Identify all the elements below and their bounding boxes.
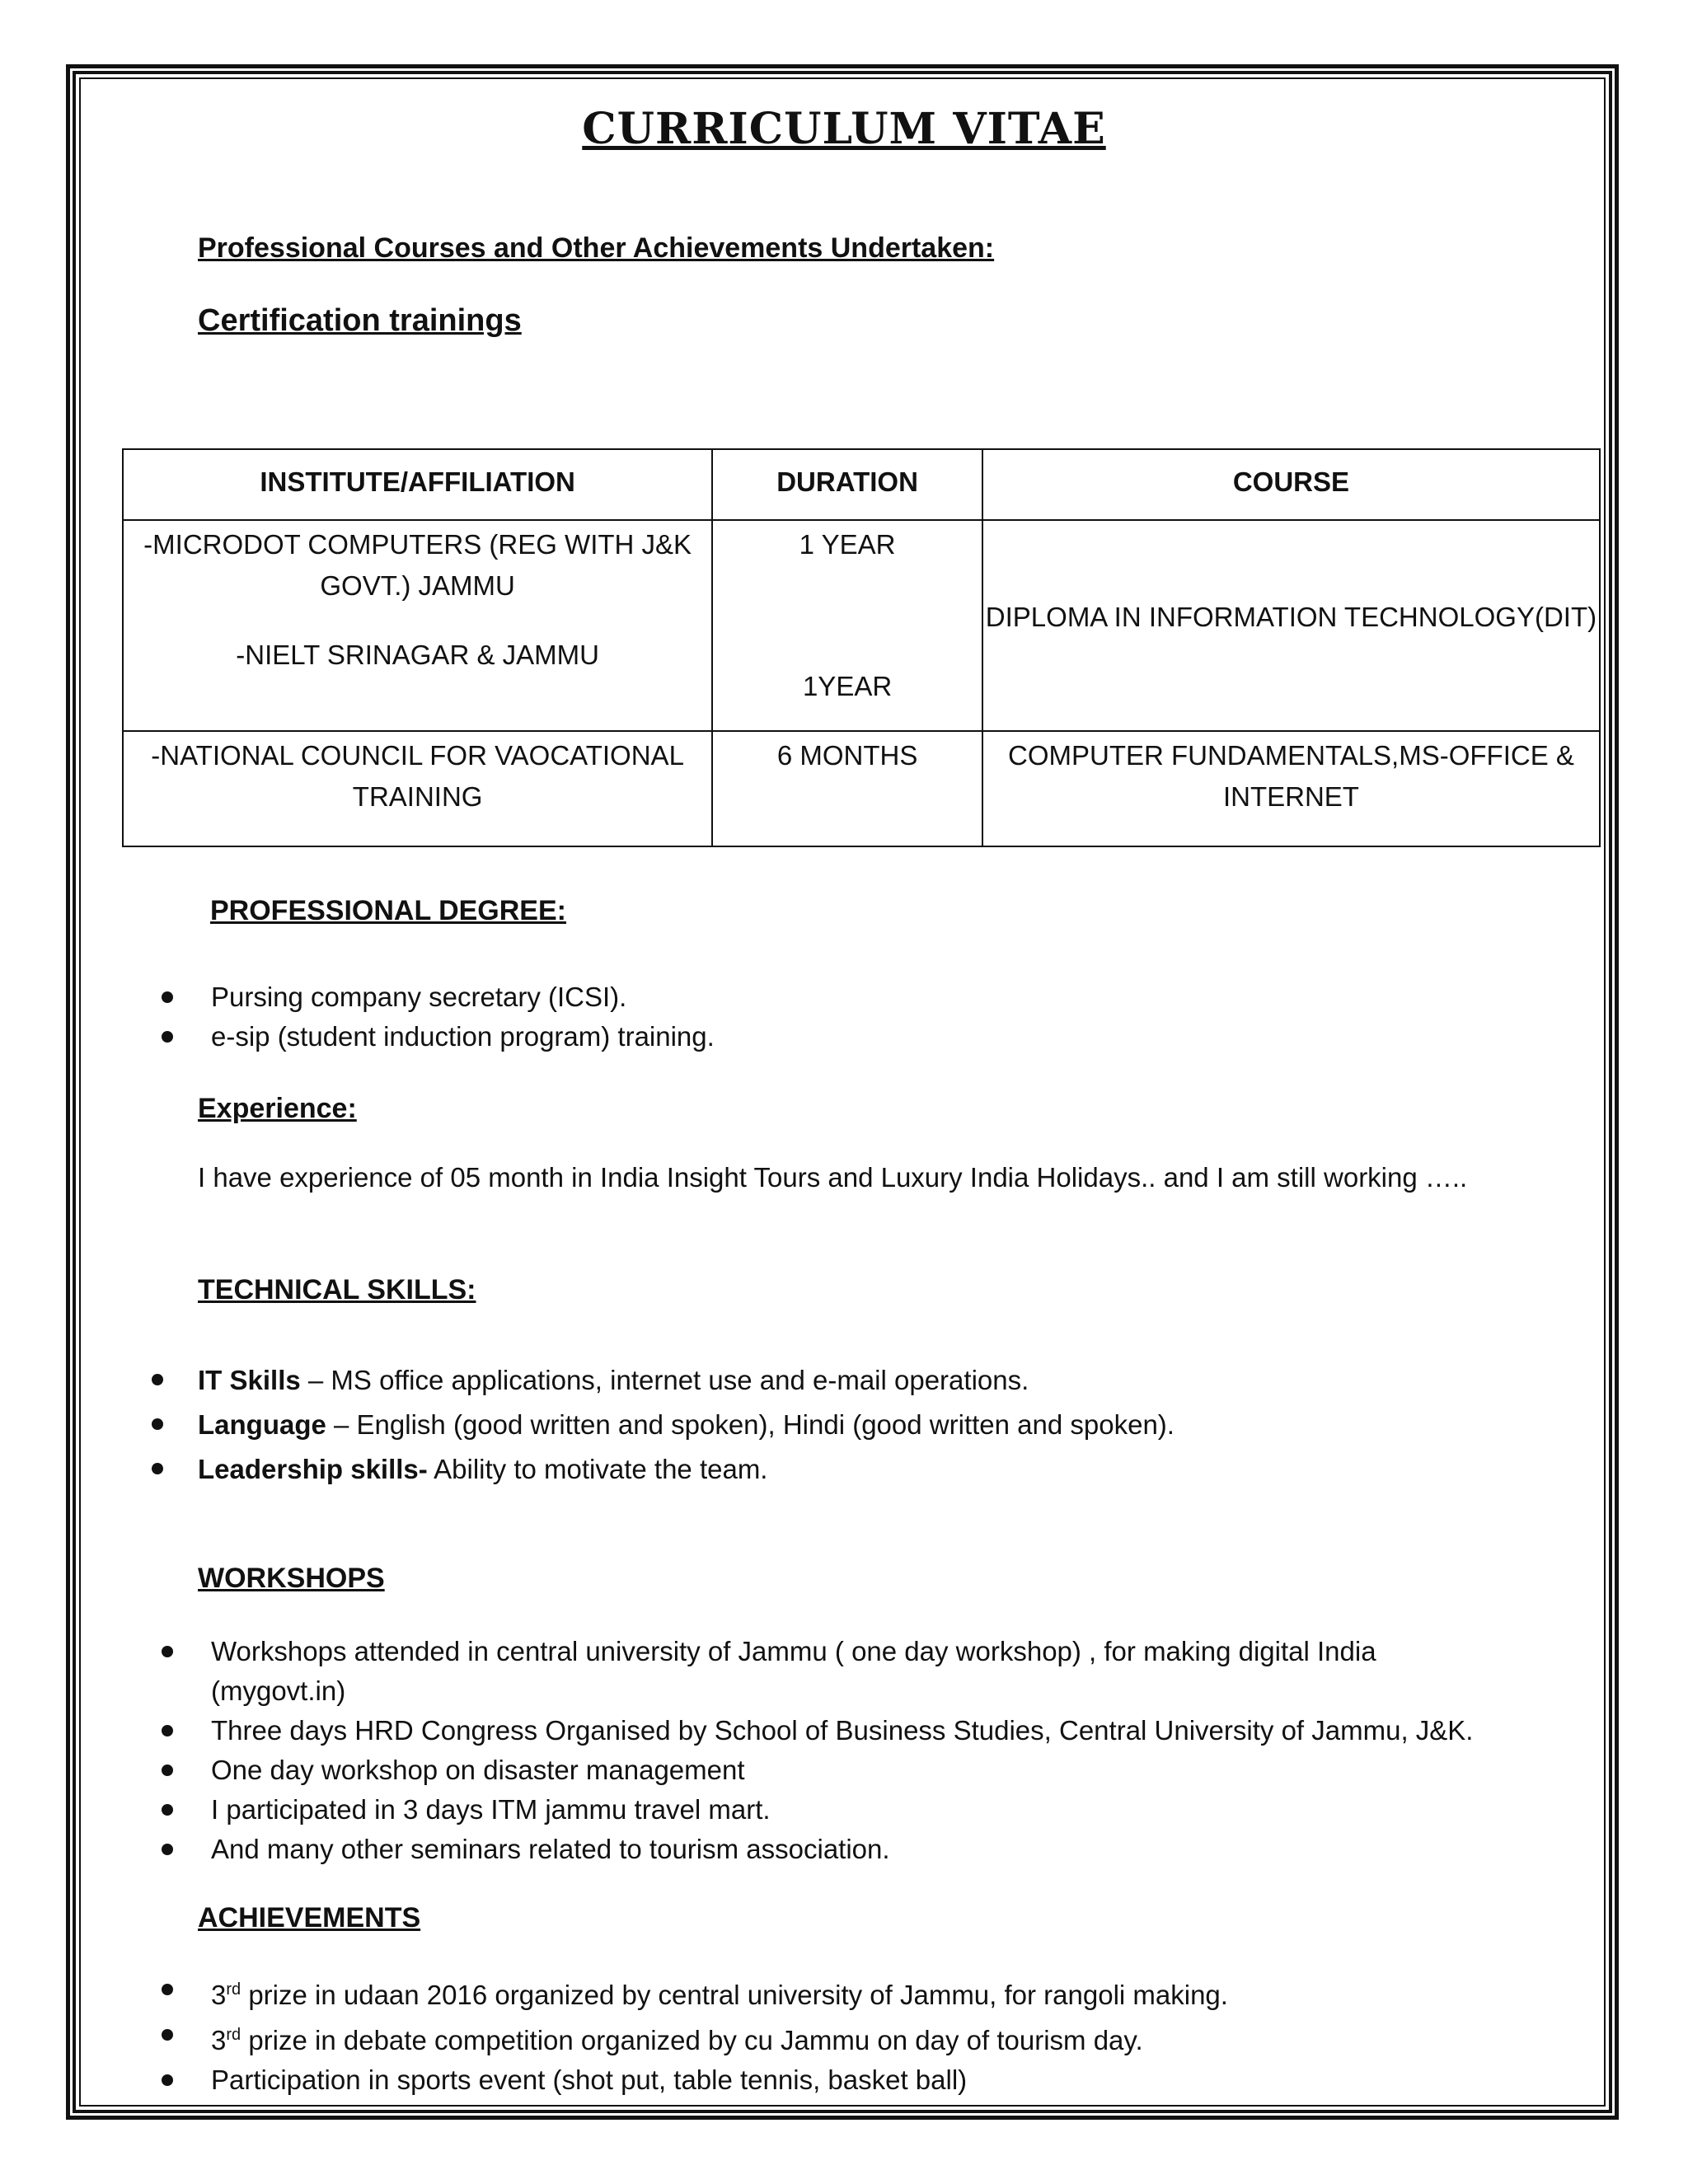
duration-microdot: 1 YEAR bbox=[799, 529, 896, 560]
list-item: I participated in 3 days ITM jammu travel mart. bbox=[162, 1790, 1473, 1830]
certification-table bbox=[122, 448, 1601, 847]
list-item: Leadership skills- Ability to motivate the team. bbox=[150, 1447, 1175, 1492]
list-item: e-sip (student induction program) training. bbox=[162, 1017, 715, 1057]
professional-degree-list bbox=[162, 977, 715, 1057]
bullet-icon bbox=[152, 1463, 163, 1474]
course-cell bbox=[982, 520, 1600, 731]
bullet-icon bbox=[162, 2074, 173, 2086]
list-item: Language – English (good written and spoken), Hindi (good written and spoken). bbox=[150, 1403, 1175, 1447]
duration-nielt: 1YEAR bbox=[802, 671, 893, 701]
institute-cell bbox=[123, 520, 712, 731]
institute-microdot-line1: -MICRODOT COMPUTERS (REG WITH J&K bbox=[143, 529, 692, 560]
institute-nielt: -NIELT SRINAGAR & JAMMU bbox=[236, 640, 599, 670]
bullet-icon bbox=[162, 1804, 173, 1816]
experience-text: I have experience of 05 month in India Insight Tours and Luxury India Holidays.. and I am still working ….. bbox=[198, 1162, 1468, 1193]
duration-cell bbox=[712, 520, 982, 731]
technical-skills-heading: TECHNICAL SKILLS: bbox=[198, 1274, 476, 1305]
bullet-icon bbox=[162, 1646, 173, 1657]
duration-ncvt: 6 MONTHS bbox=[776, 740, 918, 771]
institute-cell bbox=[123, 731, 712, 846]
list-item: Three days HRD Congress Organised by School of Business Studies, Central University of Jammu, J&K. bbox=[162, 1711, 1473, 1750]
bullet-icon bbox=[162, 2029, 173, 2041]
bullet-icon bbox=[162, 1031, 173, 1043]
header-duration: DURATION bbox=[712, 449, 982, 520]
list-item: And many other seminars related to tourism association. bbox=[162, 1830, 1473, 1869]
list-item: IT Skills – MS office applications, internet use and e-mail operations. bbox=[150, 1358, 1175, 1403]
table-row bbox=[123, 731, 1600, 846]
bullet-icon bbox=[152, 1374, 163, 1385]
list-item: Participation in sports event (shot put, table tennis, basket ball) bbox=[162, 2060, 1228, 2100]
institute-ncvt-line1: -NATIONAL COUNCIL FOR VAOCATIONAL bbox=[151, 740, 684, 771]
courses-heading: Professional Courses and Other Achievements Undertaken: bbox=[198, 232, 995, 264]
header-course: COURSE bbox=[982, 449, 1600, 520]
bullet-icon bbox=[162, 1984, 173, 1995]
list-item: Workshops attended in central university of Jammu ( one day workshop) , for making digital India bbox=[162, 1632, 1473, 1671]
bullet-icon bbox=[162, 991, 173, 1003]
bullet-icon bbox=[162, 1844, 173, 1855]
list-item: 3rd prize in debate competition organized by cu Jammu on day of tourism day. bbox=[162, 2015, 1228, 2060]
workshops-heading: WORKSHOPS bbox=[198, 1563, 385, 1594]
achievements-list bbox=[162, 1970, 1228, 2100]
course-fundamentals-line1: COMPUTER FUNDAMENTALS,MS-OFFICE & bbox=[1007, 740, 1574, 771]
course-fundamentals-line2: INTERNET bbox=[1222, 781, 1359, 812]
certification-heading: Certification trainings bbox=[198, 303, 522, 338]
header-institute: INSTITUTE/AFFILIATION bbox=[123, 449, 712, 520]
table-row bbox=[123, 520, 1600, 731]
course-cell bbox=[982, 731, 1600, 846]
duration-cell bbox=[712, 731, 982, 846]
bullet-icon bbox=[162, 1725, 173, 1736]
course-dit: DIPLOMA IN INFORMATION TECHNOLOGY(DIT) bbox=[985, 602, 1597, 632]
document-title: CURRICULUM VITAE bbox=[582, 104, 1106, 154]
technical-skills-list bbox=[150, 1358, 1175, 1492]
table-header-row bbox=[123, 449, 1600, 520]
list-item: Pursing company secretary (ICSI). bbox=[162, 977, 715, 1017]
bullet-icon bbox=[162, 1765, 173, 1776]
list-item: One day workshop on disaster management bbox=[162, 1750, 1473, 1790]
institute-microdot-line2: GOVT.) JAMMU bbox=[320, 570, 515, 601]
institute-ncvt-line2: TRAINING bbox=[352, 781, 483, 812]
experience-heading: Experience: bbox=[198, 1093, 357, 1124]
list-item: 3rd prize in udaan 2016 organized by central university of Jammu, for rangoli making. bbox=[162, 1970, 1228, 2015]
professional-degree-heading: PROFESSIONAL DEGREE: bbox=[210, 895, 566, 926]
workshops-list bbox=[162, 1632, 1473, 1869]
list-item-continuation: (mygovt.in) bbox=[211, 1675, 346, 1706]
achievements-heading: ACHIEVEMENTS bbox=[198, 1902, 421, 1933]
bullet-icon bbox=[152, 1418, 163, 1430]
